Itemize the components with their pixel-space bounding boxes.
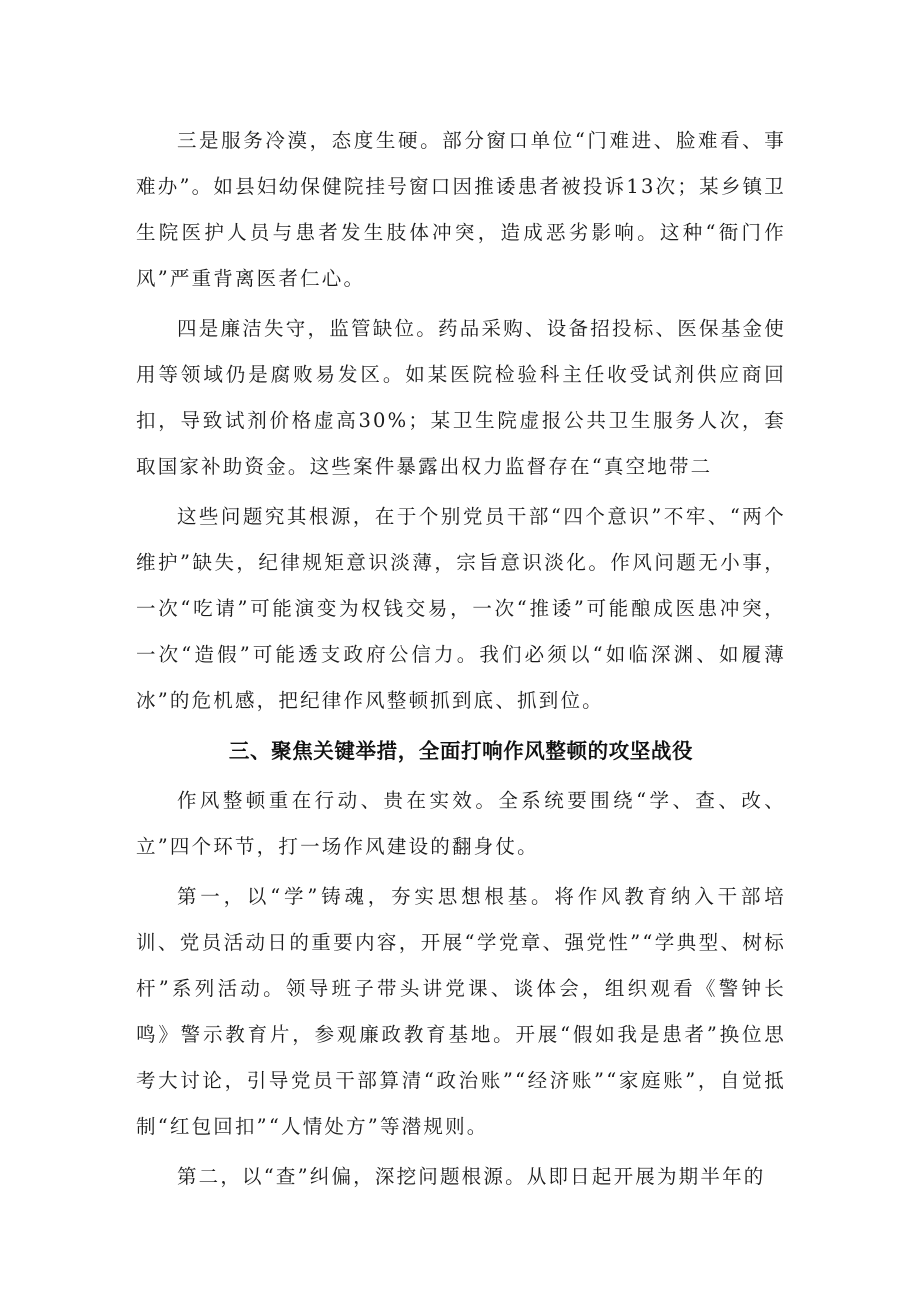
paragraph-action-intro: 作风整顿重在行动、贵在实效。全系统要围绕“学、查、改、立”四个环节，打一场作风建设的翻身仗。 bbox=[136, 789, 786, 858]
paragraph-study: 第一，以“学”铸魂，夯实思想根基。将作风教育纳入干部培训、党员活动日的重要内容，开展“学党章、强党性”“学典型、树标杆”系列活动。领导班子带头讲党课、谈体会，组织观看《警钟长鸣》警示教育片，参观廉政教育基地。开展“假如我是患者”换位思考大讨论，引导党员干部算清“政治账”“经济账”“家庭账”，自觉抵制“红包回扣”“人情处方”等潜规则。 bbox=[136, 885, 786, 1138]
section-heading: 三、聚焦关键举措，全面打响作风整顿的攻坚战役 bbox=[228, 739, 694, 763]
paragraph-service-attitude: 三是服务冷漠，态度生硬。部分窗口单位“门难进、脸难看、事难办”。如县妇幼保健院挂号窗口因推诿患者被投诉13次；某乡镇卫生院医护人员与患者发生肢体冲突，造成恶劣影响。这种“衙门作风”严重背离医者仁心。 bbox=[136, 129, 786, 290]
document-body bbox=[136, 118, 786, 1204]
paragraph-integrity-supervision: 四是廉洁失守，监管缺位。药品采购、设备招投标、医保基金使用等领域仍是腐败易发区。如某医院检验科主任收受试剂供应商回扣，导致试剂价格虚高30%；某卫生院虚报公共卫生服务人次，套取国家补助资金。这些案件暴露出权力监督存在“真空地带二 bbox=[136, 317, 786, 478]
paragraph-inspect: 第二，以“查”纠偏，深挖问题根源。从即日起开展为期半年的 bbox=[176, 1165, 766, 1188]
paragraph-root-causes: 这些问题究其根源，在于个别党员干部“四个意识”不牢、“两个维护”缺失，纪律规矩意识淡薄，宗旨意识淡化。作风问题无小事，一次“吃请”可能演变为权钱交易，一次“推诿”可能酿成医患冲突，一次“造假”可能透支政府公信力。我们必须以“如临深渊、如履薄冰”的危机感，把纪律作风整顿抓到底、抓到位。 bbox=[136, 505, 786, 712]
